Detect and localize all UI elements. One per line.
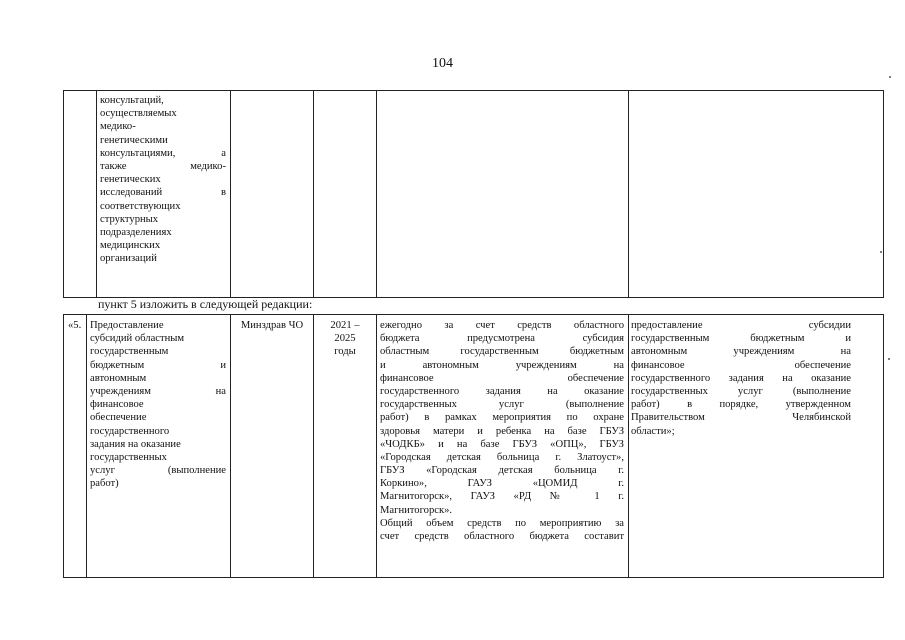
measure-name-cell <box>90 319 226 490</box>
cell-line: также медико- <box>100 160 226 172</box>
cell-line: области»; <box>631 425 675 437</box>
cell-line: здоровья матери и ребенка на базе ГБУЗ <box>380 425 624 437</box>
cell-line: учреждениям на <box>90 385 226 397</box>
col-divider <box>628 315 629 577</box>
cell-line: государственного задания на оказание <box>631 372 851 384</box>
cell-line: автономным учреждениям на <box>631 346 851 358</box>
cell-line: государственных <box>90 451 167 463</box>
page-number: 104 <box>432 56 453 71</box>
col-divider <box>376 315 377 577</box>
cell-line: Магнитогорск», ГАУЗ «РД № 1 г. <box>380 491 624 503</box>
cell-line: и автономным учреждениям на <box>380 359 624 371</box>
top-name-cell <box>100 94 226 265</box>
cell-line: работ) в порядке, утвержденном <box>631 399 851 411</box>
col-divider <box>86 315 87 577</box>
cell-line: ежегодно за счет средств областного <box>380 320 624 331</box>
cell-line: областным государственным бюджетным <box>380 346 624 358</box>
cell-line: структурных <box>100 213 159 225</box>
amendment-caption: пункт 5 изложить в следующей редакции: <box>98 297 313 311</box>
cell-line: обеспечение <box>90 412 147 424</box>
cell-line: генетических <box>100 174 161 186</box>
cell-line: медицинских <box>100 240 161 252</box>
cell-line: ГБУЗ «Городская детская больница г. <box>380 465 624 477</box>
cell-line: счет средств областного бюджета составит <box>380 531 624 542</box>
col-divider <box>230 315 231 577</box>
cell-line: задания на оказание <box>90 438 181 450</box>
cell-line: субсидий областным <box>90 333 185 345</box>
col-divider <box>96 91 97 297</box>
cell-line: годы <box>334 346 356 358</box>
cell-line: 2025 <box>334 333 356 345</box>
cell-line: Предоставление <box>90 320 164 331</box>
cell-line: работ) в рамках мероприятия по охране <box>380 412 624 424</box>
scan-speck <box>880 251 882 253</box>
cell-line: финансовое обеспечение <box>380 372 624 384</box>
cell-line: подразделениях <box>100 226 172 238</box>
cell-line: организаций <box>100 253 157 265</box>
cell-line: финансовое обеспечение <box>631 359 851 371</box>
row-number: «5. <box>68 320 82 331</box>
table-bottom <box>63 314 884 578</box>
cell-line: автономным <box>90 372 147 384</box>
cell-line: исследований в <box>100 187 226 199</box>
cell-line: государственным <box>90 346 169 358</box>
cell-line: Магнитогорск». <box>380 504 453 516</box>
cell-line: государственного <box>90 425 170 437</box>
result-cell <box>631 319 851 438</box>
cell-line: консультаций, <box>100 95 164 106</box>
cell-line: осуществляемых <box>100 108 177 120</box>
cell-line: Общий объем средств по мероприятию за <box>380 517 624 529</box>
cell-line: государственного задания на оказание <box>380 385 624 397</box>
cell-line: государственных услуг (выполнение <box>380 399 624 411</box>
scan-speck <box>888 358 890 360</box>
col-divider <box>376 91 377 297</box>
cell-line: Коркино», ГАУЗ «ЦОМИД г. <box>380 478 624 490</box>
cell-line: «Городская детская больница г. Златоуст», <box>380 451 624 463</box>
cell-line: «ЧОДКБ» и на базе ГБУЗ «ОПЦ», ГБУЗ <box>380 438 624 450</box>
col-divider <box>628 91 629 297</box>
period-cell <box>316 319 374 359</box>
cell-line: бюджета предусмотрена субсидия <box>380 333 624 345</box>
executor-cell: Минздрав ЧО <box>240 320 304 331</box>
scan-speck <box>889 76 891 78</box>
cell-line: медико- <box>100 121 136 133</box>
col-divider <box>313 315 314 577</box>
col-divider <box>230 91 231 297</box>
cell-line: бюджетным и <box>90 359 226 371</box>
table-top <box>63 90 884 298</box>
cell-line: государственным бюджетным и <box>631 333 851 345</box>
cell-line: услуг (выполнение <box>90 465 226 477</box>
cell-line: государственных услуг (выполнение <box>631 385 851 397</box>
cell-line: Правительством Челябинской <box>631 412 851 424</box>
cell-line: консультациями, а <box>100 147 226 159</box>
description-cell <box>380 319 624 543</box>
col-divider <box>313 91 314 297</box>
cell-line: 2021 – <box>330 320 360 331</box>
cell-line: генетическими <box>100 134 168 146</box>
cell-line: финансовое <box>90 399 144 411</box>
cell-line: работ) <box>90 478 119 490</box>
cell-line: соответствующих <box>100 200 181 212</box>
cell-line: предоставление субсидии <box>631 320 851 331</box>
